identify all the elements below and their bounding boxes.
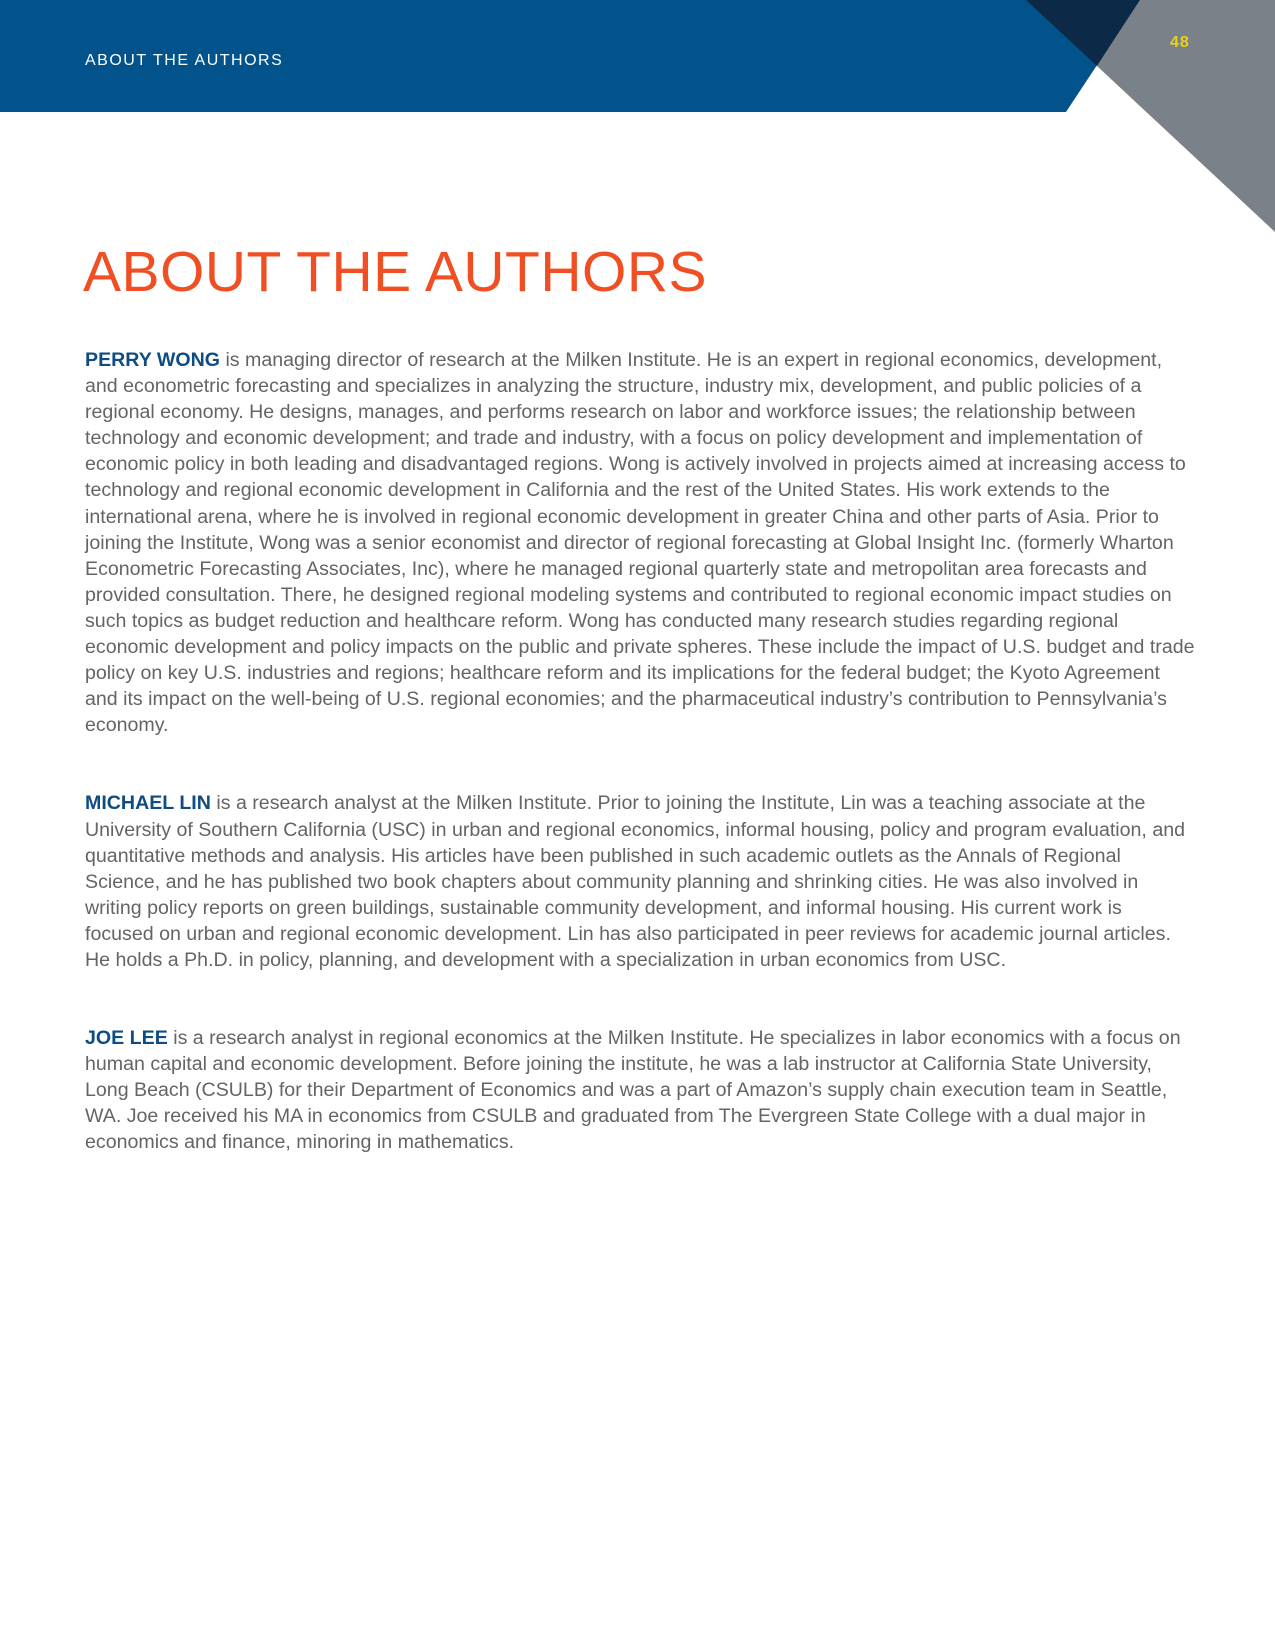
author-bio-perry-wong bbox=[85, 347, 1195, 738]
author-name: JOE LEE bbox=[85, 1027, 168, 1050]
author-bio-text: is a research analyst in regional economics at the Milken Institute. He specializes in labor economics with a focus on human capital and economic development. Before joining the institute, he was a lab instructor at California State University, Long Beach (CSULB) for their Department of Economics and was a part of Amazon’s supply chain execution team in Seattle, WA. Joe received his MA in economics from CSULB and graduated from The Evergreen State College with a dual major in economics and finance, minoring in mathematics. bbox=[85, 1027, 1181, 1154]
author-bio-text: is a research analyst at the Milken Institute. Prior to joining the Institute, Lin was a teaching associate at the University of Southern California (USC) in urban and regional economics, informal housing, policy and program evaluation, and quantitative methods and analysis. His articles have been published in such academic outlets as the Annals of Regional Science, and he has published two book chapters about community planning and shrinking cities. He was also involved in writing policy reports on green buildings, sustainable community development, and informal housing. His current work is focused on urban and regional economic development. Lin has also participated in peer reviews for academic journal articles. He holds a Ph.D. in policy, planning, and development with a specialization in urban economics from USC. bbox=[85, 792, 1186, 971]
author-bio-text: is managing director of research at the Milken Institute. He is an expert in regional economics, development, and econometric forecasting and specializes in analyzing the structure, industry mix, development, and public policies of a regional economy. He designs, manages, and performs research on labor and workforce issues; the relationship between technology and economic development; and trade and industry, with a focus on policy development and implementation of economic policy in both leading and disadvantaged regions. Wong is actively involved in projects aimed at increasing access to technology and regional economic development in California and the rest of the United States. His work extends to the international arena, where he is involved in regional economic development in greater China and other parts of Asia. Prior to joining the Institute, Wong was a senior economist and director of regional forecasting at Global Insight Inc. (formerly Wharton Econometric Forecasting Associates, Inc), where he managed regional quarterly state and metropolitan area forecasts and provided consultation. There, he designed regional modeling systems and contributed to regional economic impact studies on such topics as budget reduction and healthcare reform. Wong has conducted many research studies regarding regional economic development and policy impacts on the public and private spheres. These include the impact of U.S. budget and trade policy on key U.S. industries and regions; healthcare reform and its implications for the federal budget; the Kyoto Agreement and its impact on the well-being of U.S. regional economies; and the pharmaceutical industry’s contribution to Pennsylvania’s economy. bbox=[85, 349, 1195, 737]
header-banner-graphic bbox=[0, 0, 1275, 240]
author-bio-michael-lin bbox=[85, 790, 1195, 973]
page-number: 48 bbox=[1170, 34, 1190, 51]
author-name: PERRY WONG bbox=[85, 349, 220, 371]
author-bios bbox=[85, 347, 1195, 1208]
author-bio-joe-lee bbox=[85, 1025, 1195, 1155]
header-section-label: ABOUT THE AUTHORS bbox=[85, 52, 284, 69]
page-title: ABOUT THE AUTHORS bbox=[83, 240, 708, 304]
author-name: MICHAEL LIN bbox=[85, 792, 211, 815]
